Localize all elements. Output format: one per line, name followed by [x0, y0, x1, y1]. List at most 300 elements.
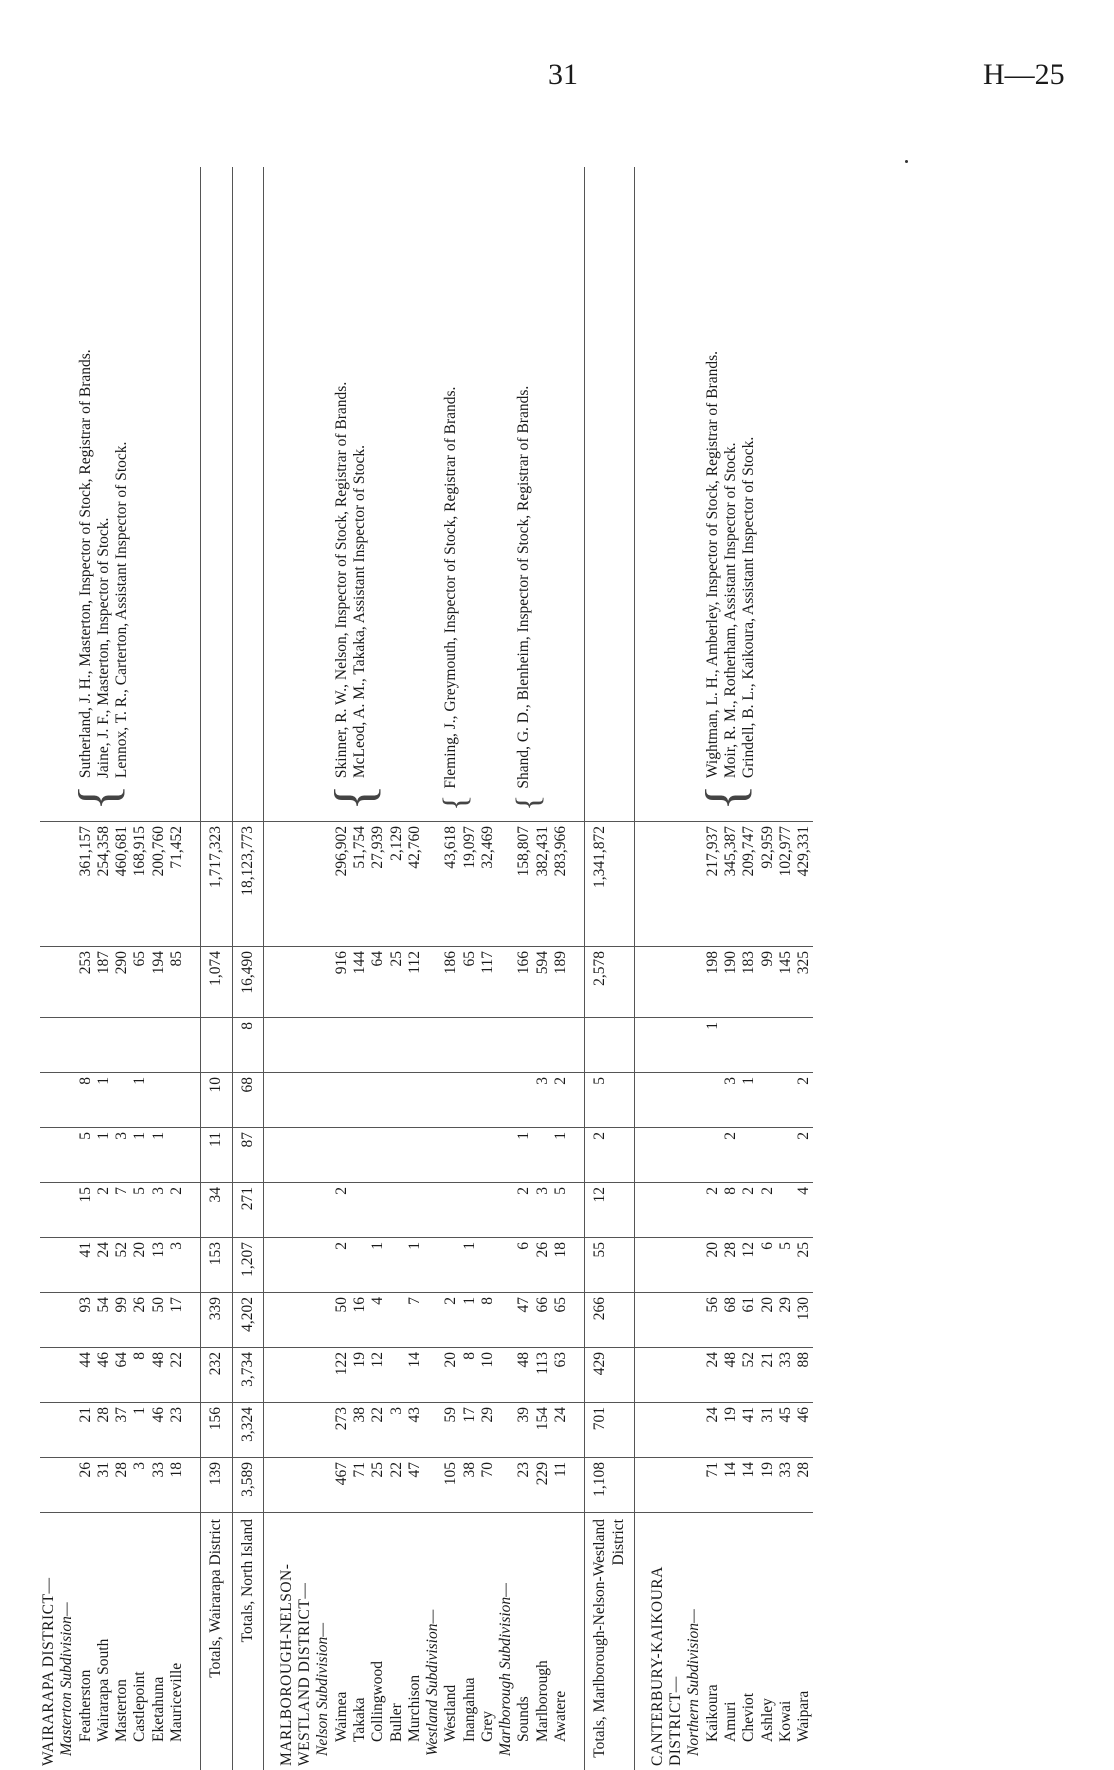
- inspectors-cell: [333, 167, 424, 822]
- value-cell: [552, 1018, 570, 1073]
- value-cell: 24: [95, 1238, 113, 1293]
- empty-cell: [649, 1293, 686, 1348]
- total-value: 2,578: [585, 947, 635, 1018]
- value-cell: 253: [77, 947, 95, 1018]
- value-cell: [740, 1018, 758, 1073]
- value-cell: 2,129: [388, 822, 406, 947]
- inspector-entry: Fleming, J., Greymouth, Inspector of Stock, Registrar of Brands.: [442, 171, 460, 789]
- spacer-cell: [634, 1128, 649, 1183]
- total-value: 1,074: [201, 947, 232, 1018]
- table-body: [40, 167, 813, 1770]
- value-cell: [351, 1238, 369, 1293]
- total-value: 339: [201, 1293, 232, 1348]
- value-cell: [777, 1073, 795, 1128]
- spacer-cell: [186, 1128, 201, 1183]
- value-cell: 65: [131, 947, 149, 1018]
- total-value: 3,324: [232, 1403, 263, 1458]
- empty-cell: [649, 1128, 686, 1183]
- locality-name: Waimea: [333, 1513, 351, 1770]
- empty-cell: [58, 1128, 76, 1183]
- value-cell: [388, 1293, 406, 1348]
- value-cell: 154: [534, 1403, 552, 1458]
- inspector-list: [515, 171, 533, 789]
- value-cell: 25: [388, 947, 406, 1018]
- value-cell: 70: [479, 1458, 497, 1513]
- value-cell: [369, 1018, 387, 1073]
- value-cell: 1: [515, 1128, 533, 1183]
- locality-name: Inangahua: [461, 1513, 479, 1770]
- inspectors-cell: [77, 167, 187, 822]
- value-cell: [150, 1073, 168, 1128]
- locality-name: Grey: [479, 1513, 497, 1770]
- stock-table: [40, 167, 813, 1770]
- spacer-cell: [570, 822, 585, 947]
- empty-cell: [40, 1183, 58, 1238]
- value-cell: 4: [795, 1183, 813, 1238]
- inspector-entry: Moir, R. M., Rotherham, Assistant Inspector of Stock.: [722, 171, 740, 778]
- value-cell: [479, 1018, 497, 1073]
- locality-name: Collingwood: [369, 1513, 387, 1770]
- rotated-stock-table: [40, 150, 1040, 1770]
- subdivision-heading: [314, 167, 332, 1770]
- table-row: [515, 167, 533, 1770]
- value-cell: 4: [369, 1293, 387, 1348]
- value-cell: [113, 1018, 131, 1073]
- empty-cell: [497, 947, 515, 1018]
- value-cell: 71: [351, 1458, 369, 1513]
- value-cell: [113, 1073, 131, 1128]
- value-cell: [388, 1128, 406, 1183]
- value-cell: 16: [351, 1293, 369, 1348]
- value-cell: 190: [722, 947, 740, 1018]
- inspector-entry: McLeod, A. M., Takaka, Assistant Inspector of Stock.: [351, 171, 369, 778]
- total-value: 18,123,773: [232, 822, 263, 947]
- value-cell: 28: [113, 1458, 131, 1513]
- table-row: [442, 167, 460, 1770]
- empty-cell: [58, 947, 76, 1018]
- total-value: 232: [201, 1348, 232, 1403]
- value-cell: 59: [442, 1403, 460, 1458]
- empty-cell: [314, 1238, 332, 1293]
- value-cell: 15: [77, 1183, 95, 1238]
- totals-row: [201, 167, 232, 1770]
- value-cell: 187: [95, 947, 113, 1018]
- value-cell: 43,618: [442, 822, 460, 947]
- value-cell: [351, 1183, 369, 1238]
- page-header: [0, 58, 1114, 98]
- spacer-cell: [634, 1348, 649, 1403]
- spacer-cell: [570, 1403, 585, 1458]
- spacer-cell: [570, 1458, 585, 1513]
- locality-name: Cheviot: [740, 1513, 758, 1770]
- empty-cell: [649, 1183, 686, 1238]
- empty-cell: [278, 822, 315, 947]
- empty-cell: [278, 1128, 315, 1183]
- value-cell: 8: [131, 1348, 149, 1403]
- value-cell: 3: [722, 1073, 740, 1128]
- empty-cell: [40, 1403, 58, 1458]
- row-label: Northern Subdivision—: [685, 1513, 703, 1770]
- empty-cell: [40, 1128, 58, 1183]
- empty-cell: [58, 1348, 76, 1403]
- value-cell: 24: [704, 1348, 722, 1403]
- total-value: 12: [585, 1183, 635, 1238]
- value-cell: 48: [150, 1348, 168, 1403]
- value-cell: [461, 1128, 479, 1183]
- value-cell: 183: [740, 947, 758, 1018]
- value-cell: 25: [795, 1238, 813, 1293]
- empty-cell: [424, 1238, 442, 1293]
- total-value: 1,341,872: [585, 822, 635, 947]
- value-cell: 26: [131, 1293, 149, 1348]
- spacer-cell: [634, 1238, 649, 1293]
- empty-cell: [497, 1183, 515, 1238]
- value-cell: [442, 1073, 460, 1128]
- value-cell: 99: [113, 1293, 131, 1348]
- empty-cell: [278, 1238, 315, 1293]
- locality-name: Eketahuna: [150, 1513, 168, 1770]
- value-cell: 102,977: [777, 822, 795, 947]
- value-cell: 2: [168, 1183, 186, 1238]
- value-cell: 1: [552, 1128, 570, 1183]
- empty-cell: [40, 1293, 58, 1348]
- spacer-cell: [570, 167, 585, 822]
- value-cell: [388, 1018, 406, 1073]
- spacer-cell: [263, 1238, 278, 1293]
- value-cell: 7: [113, 1183, 131, 1238]
- value-cell: [442, 1183, 460, 1238]
- inspector-cell: [201, 167, 232, 822]
- inspector-cell: [497, 167, 515, 822]
- spacer-cell: [634, 1458, 649, 1513]
- value-cell: [406, 1183, 424, 1238]
- inspector-cell: [424, 167, 442, 822]
- empty-cell: [58, 1183, 76, 1238]
- spacer-cell: [186, 1018, 201, 1073]
- empty-cell: [314, 1183, 332, 1238]
- total-value: 34: [201, 1183, 232, 1238]
- value-cell: 19: [759, 1458, 777, 1513]
- value-cell: 24: [552, 1403, 570, 1458]
- inspectors-cell: [515, 167, 570, 822]
- locality-name: Westland: [442, 1513, 460, 1770]
- empty-cell: [424, 1348, 442, 1403]
- value-cell: 8: [77, 1073, 95, 1128]
- brace: {: [704, 784, 749, 811]
- value-cell: 99: [759, 947, 777, 1018]
- total-value: 10: [201, 1073, 232, 1128]
- empty-cell: [314, 1128, 332, 1183]
- empty-cell: [278, 1018, 315, 1073]
- value-cell: 26: [534, 1238, 552, 1293]
- value-cell: 7: [406, 1293, 424, 1348]
- value-cell: [406, 1128, 424, 1183]
- value-cell: 33: [777, 1348, 795, 1403]
- value-cell: 29: [479, 1403, 497, 1458]
- empty-cell: [685, 1458, 703, 1513]
- row-label: Marlborough Subdivision—: [497, 1513, 515, 1770]
- value-cell: [406, 1018, 424, 1073]
- spacer-cell: [186, 947, 201, 1018]
- empty-cell: [58, 1018, 76, 1073]
- value-cell: 88: [795, 1348, 813, 1403]
- value-cell: 33: [150, 1458, 168, 1513]
- empty-cell: [40, 1238, 58, 1293]
- total-value: 266: [585, 1293, 635, 1348]
- empty-cell: [314, 947, 332, 1018]
- row-label: Westland Subdivision—: [424, 1513, 442, 1770]
- value-cell: 47: [406, 1458, 424, 1513]
- value-cell: 361,157: [77, 822, 95, 947]
- value-cell: 460,681: [113, 822, 131, 947]
- empty-cell: [649, 947, 686, 1018]
- value-cell: 20: [759, 1293, 777, 1348]
- value-cell: [442, 1018, 460, 1073]
- value-cell: 194: [150, 947, 168, 1018]
- value-cell: [388, 1183, 406, 1238]
- value-cell: 594: [534, 947, 552, 1018]
- value-cell: [704, 1073, 722, 1128]
- value-cell: [534, 1018, 552, 1073]
- value-cell: [351, 1018, 369, 1073]
- value-cell: 2: [722, 1128, 740, 1183]
- inspector-cell: [649, 167, 686, 822]
- value-cell: [479, 1073, 497, 1128]
- spacer-cell: [263, 167, 278, 822]
- value-cell: 1: [369, 1238, 387, 1293]
- empty-cell: [314, 1293, 332, 1348]
- spacer-cell: [263, 822, 278, 947]
- spacer-cell: [263, 1293, 278, 1348]
- value-cell: 85: [168, 947, 186, 1018]
- value-cell: 2: [704, 1183, 722, 1238]
- value-cell: 19: [722, 1403, 740, 1458]
- spacer-cell: [634, 1513, 649, 1770]
- total-value: 139: [201, 1458, 232, 1513]
- empty-cell: [685, 1128, 703, 1183]
- value-cell: 117: [479, 947, 497, 1018]
- total-value: 55: [585, 1238, 635, 1293]
- locality-name: Amuri: [722, 1513, 740, 1770]
- value-cell: [461, 1018, 479, 1073]
- value-cell: 46: [150, 1403, 168, 1458]
- value-cell: 43: [406, 1403, 424, 1458]
- value-cell: 68: [722, 1293, 740, 1348]
- total-value: 701: [585, 1403, 635, 1458]
- value-cell: 46: [795, 1403, 813, 1458]
- empty-cell: [278, 1403, 315, 1458]
- locality-name: Featherston: [77, 1513, 95, 1770]
- value-cell: 3: [150, 1183, 168, 1238]
- value-cell: 3: [131, 1458, 149, 1513]
- value-cell: [351, 1073, 369, 1128]
- value-cell: 1: [131, 1403, 149, 1458]
- inspector-cell: [314, 167, 332, 822]
- value-cell: 2: [442, 1293, 460, 1348]
- value-cell: 23: [168, 1403, 186, 1458]
- spacer-cell: [634, 1183, 649, 1238]
- value-cell: 3: [168, 1238, 186, 1293]
- empty-cell: [649, 1073, 686, 1128]
- value-cell: 2: [740, 1183, 758, 1238]
- value-cell: 19,097: [461, 822, 479, 947]
- spacer-cell: [570, 1073, 585, 1128]
- value-cell: 65: [461, 947, 479, 1018]
- spacer-cell: [634, 822, 649, 947]
- value-cell: 37: [113, 1403, 131, 1458]
- value-cell: 916: [333, 947, 351, 1018]
- value-cell: 64: [369, 947, 387, 1018]
- totals-label: Totals, Marlborough-Nelson-Westland District: [585, 1513, 635, 1770]
- value-cell: 1: [461, 1238, 479, 1293]
- value-cell: 17: [168, 1293, 186, 1348]
- value-cell: 3: [534, 1073, 552, 1128]
- value-cell: 217,937: [704, 822, 722, 947]
- spacer-cell: [634, 1293, 649, 1348]
- empty-cell: [278, 1183, 315, 1238]
- empty-cell: [424, 1293, 442, 1348]
- empty-cell: [278, 1458, 315, 1513]
- empty-cell: [314, 822, 332, 947]
- value-cell: [479, 1238, 497, 1293]
- value-cell: 3: [113, 1128, 131, 1183]
- value-cell: 8: [722, 1183, 740, 1238]
- value-cell: 429,331: [795, 822, 813, 947]
- value-cell: [333, 1018, 351, 1073]
- value-cell: 290: [113, 947, 131, 1018]
- value-cell: 28: [95, 1403, 113, 1458]
- empty-cell: [649, 822, 686, 947]
- row-label: CANTERBURY-KAIKOURA DISTRICT—: [649, 1513, 686, 1770]
- inspector-list: [442, 171, 460, 789]
- value-cell: 13: [150, 1238, 168, 1293]
- spacer-cell: [263, 1073, 278, 1128]
- row-label: Nelson Subdivision—: [314, 1513, 332, 1770]
- empty-cell: [40, 947, 58, 1018]
- inspectors-cell: [442, 167, 497, 822]
- total-value: 271: [232, 1183, 263, 1238]
- value-cell: [333, 1073, 351, 1128]
- empty-cell: [649, 1018, 686, 1073]
- spacer-cell: [634, 1403, 649, 1458]
- spacer-cell: [634, 1018, 649, 1073]
- value-cell: 2: [333, 1238, 351, 1293]
- spacer-cell: [186, 1458, 201, 1513]
- inspector-entry: Sutherland, J. H., Masterton, Inspector of Stock, Registrar of Brands.: [77, 171, 95, 778]
- value-cell: [388, 1073, 406, 1128]
- value-cell: [704, 1128, 722, 1183]
- value-cell: 2: [333, 1183, 351, 1238]
- value-cell: [759, 1018, 777, 1073]
- empty-cell: [424, 1073, 442, 1128]
- value-cell: 48: [515, 1348, 533, 1403]
- value-cell: [479, 1128, 497, 1183]
- table-row: [77, 167, 95, 1770]
- value-cell: 93: [77, 1293, 95, 1348]
- value-cell: 1: [704, 1018, 722, 1073]
- value-cell: 41: [740, 1403, 758, 1458]
- value-cell: 6: [515, 1238, 533, 1293]
- district-heading: [40, 167, 58, 1770]
- empty-cell: [649, 1238, 686, 1293]
- locality-name: Buller: [388, 1513, 406, 1770]
- value-cell: 8: [479, 1293, 497, 1348]
- value-cell: 51,754: [351, 822, 369, 947]
- locality-name: Mauriceville: [168, 1513, 186, 1770]
- empty-cell: [497, 1018, 515, 1073]
- empty-cell: [649, 1348, 686, 1403]
- value-cell: 3: [534, 1183, 552, 1238]
- totals-row: [585, 167, 635, 1770]
- value-cell: 12: [740, 1238, 758, 1293]
- value-cell: 1: [95, 1128, 113, 1183]
- value-cell: 130: [795, 1293, 813, 1348]
- value-cell: 47: [515, 1293, 533, 1348]
- value-cell: 42,760: [406, 822, 424, 947]
- inspector-cell: [232, 167, 263, 822]
- row-label: MARLBOROUGH-NELSON-WESTLAND DISTRICT—: [278, 1513, 315, 1770]
- value-cell: 19: [351, 1348, 369, 1403]
- value-cell: 273: [333, 1403, 351, 1458]
- value-cell: 198: [704, 947, 722, 1018]
- value-cell: 54: [95, 1293, 113, 1348]
- value-cell: [369, 1128, 387, 1183]
- empty-cell: [58, 1293, 76, 1348]
- inspector-entry: Wightman, L. H., Amberley, Inspector of Stock, Registrar of Brands.: [704, 171, 722, 778]
- spacer-cell: [263, 1348, 278, 1403]
- empty-cell: [40, 1348, 58, 1403]
- spacer-cell: [263, 1183, 278, 1238]
- spacer-cell: [186, 822, 201, 947]
- value-cell: 66: [534, 1293, 552, 1348]
- empty-cell: [40, 1018, 58, 1073]
- inspector-cell: [58, 167, 76, 822]
- value-cell: [740, 1128, 758, 1183]
- spacer-cell: [186, 1348, 201, 1403]
- total-value: 5: [585, 1073, 635, 1128]
- value-cell: [777, 1128, 795, 1183]
- value-cell: 64: [113, 1348, 131, 1403]
- value-cell: [77, 1018, 95, 1073]
- empty-cell: [685, 1183, 703, 1238]
- empty-cell: [40, 1458, 58, 1513]
- empty-cell: [685, 1018, 703, 1073]
- total-value: 4,202: [232, 1293, 263, 1348]
- spacer-row: [634, 167, 649, 1770]
- spacer-cell: [186, 1183, 201, 1238]
- value-cell: 71: [704, 1458, 722, 1513]
- value-cell: 50: [333, 1293, 351, 1348]
- value-cell: 112: [406, 947, 424, 1018]
- empty-cell: [685, 1403, 703, 1458]
- locality-name: Kowai: [777, 1513, 795, 1770]
- value-cell: [777, 1018, 795, 1073]
- spacer-cell: [263, 1458, 278, 1513]
- empty-cell: [685, 822, 703, 947]
- value-cell: 22: [388, 1458, 406, 1513]
- spacer-cell: [263, 1018, 278, 1073]
- total-value: 1,207: [232, 1238, 263, 1293]
- total-value: 429: [585, 1348, 635, 1403]
- total-value: 1,717,323: [201, 822, 232, 947]
- value-cell: 1: [95, 1073, 113, 1128]
- empty-cell: [497, 1128, 515, 1183]
- spacer-cell: [186, 167, 201, 822]
- inspector-entry: Lennox, T. R., Carterton, Assistant Inspector of Stock.: [113, 171, 131, 778]
- value-cell: 5: [552, 1183, 570, 1238]
- value-cell: 3: [388, 1403, 406, 1458]
- value-cell: 92,959: [759, 822, 777, 947]
